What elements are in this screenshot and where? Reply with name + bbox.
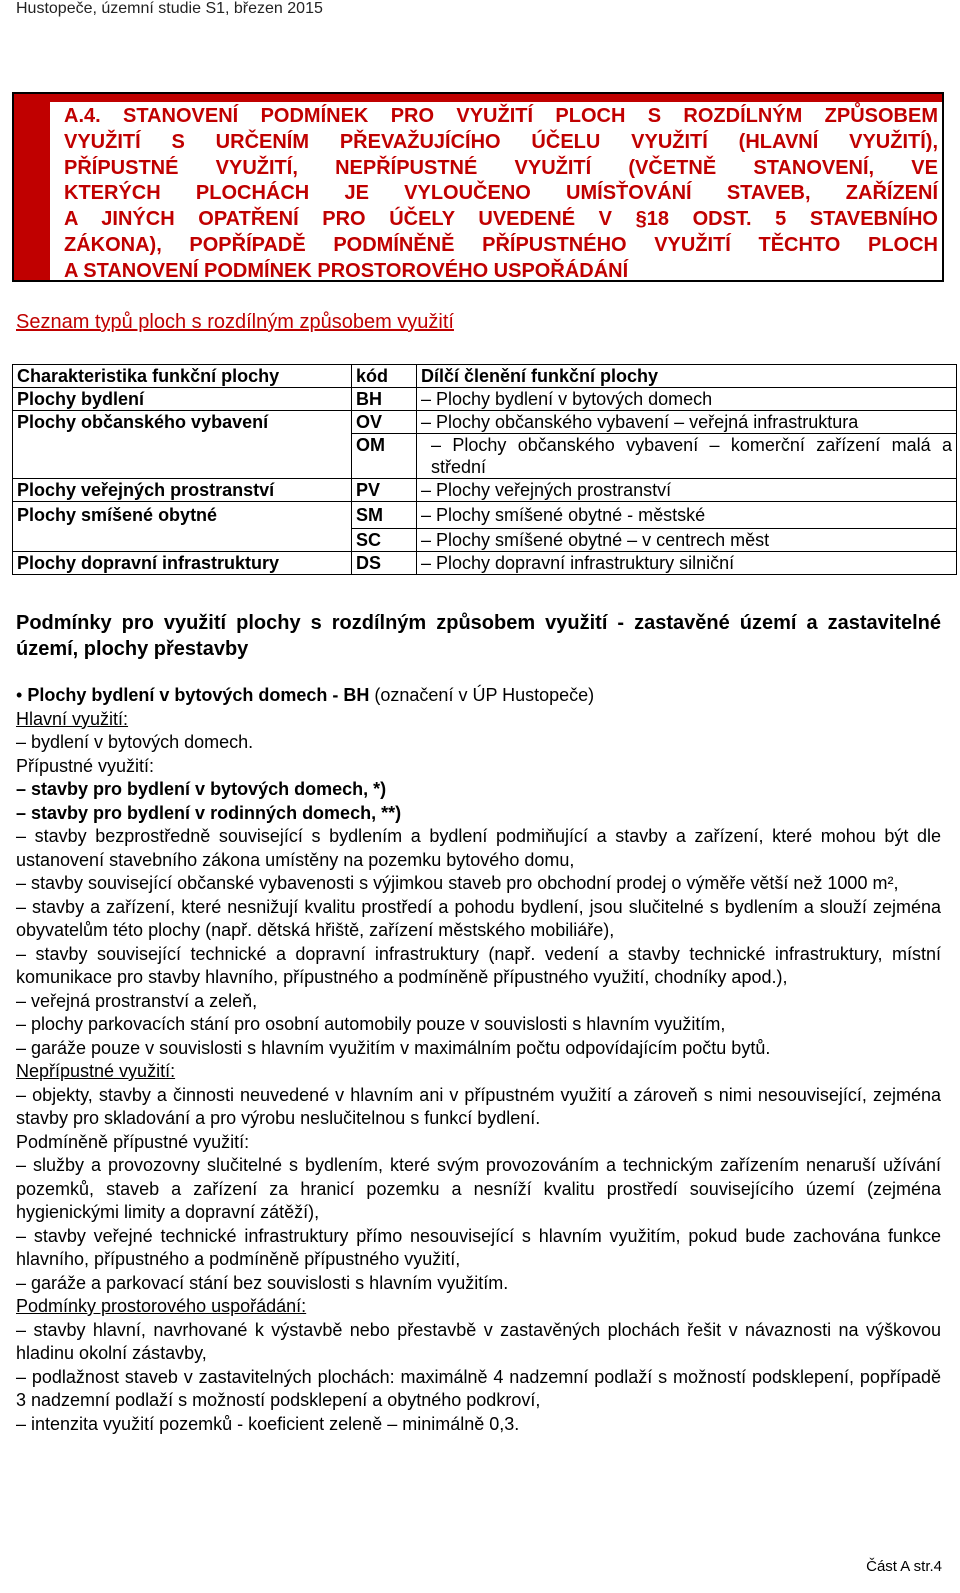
spatial-condition-item: – intenzita využití pozemků - koeficient zeleně – minimálně 0,3. — [16, 1413, 520, 1434]
table-cell: – Plochy smíšené obytné – v centrech měst — [417, 529, 957, 552]
bullet-icon: • — [16, 685, 28, 705]
table-header-cell: Dílčí členění funkční plochy — [417, 365, 957, 388]
table-cell: DS — [352, 552, 417, 575]
bh-title: Plochy bydlení v bytových domech - BH — [27, 685, 370, 705]
allowed-use-item: – garáže pouze v souvislosti s hlavním využitím v maximálním počtu odpovídajícím počtu bytů. — [16, 1037, 771, 1058]
table-cell — [13, 434, 352, 479]
table-cell: Plochy bydlení — [13, 388, 352, 411]
table-cell: Plochy občanského vybavení — [13, 411, 352, 434]
spatial-conditions-label: Podmínky prostorového uspořádání: — [16, 1296, 307, 1316]
section-heading: Podmínky pro využití plochy s rozdílným způsobem využití - zastavěné území a zastavitelné území, plochy přestavby — [16, 612, 941, 660]
title-line: VYUŽITÍ S URČENÍM PŘEVAŽUJÍCÍHO ÚČELU VYUŽITÍ (HLAVNÍ VYUŽITÍ), — [64, 130, 938, 153]
table-row — [13, 434, 957, 479]
bh-title-note: (označení v ÚP Hustopeče) — [369, 685, 595, 705]
table-cell: – Plochy dopravní infrastruktury silniční — [417, 552, 957, 575]
table-row — [13, 552, 957, 575]
table-cell: – Plochy smíšené obytné - městské — [417, 502, 957, 529]
title-line: PŘÍPUSTNÉ VYUŽITÍ, NEPŘÍPUSTNÉ VYUŽITÍ (VČETNĚ STANOVENÍ, VE — [64, 156, 938, 179]
plot-types-table — [12, 364, 957, 575]
table-header-row — [13, 365, 957, 388]
table-row — [13, 479, 957, 502]
table-cell — [13, 529, 352, 552]
table-cell: Plochy veřejných prostranství — [13, 479, 352, 502]
title-line: A JINÝCH OPATŘENÍ PRO ÚČELY UVEDENÉ V §18 ODST. 5 STAVEBNÍHO — [64, 208, 938, 231]
document-header: Hustopeče, územní studie S1, březen 2015 — [16, 0, 323, 17]
title-line: ZÁKONA), POPŘÍPADĚ PODMÍNĚNĚ PŘÍPUSTNÉHO VYUŽITÍ TĚCHTO PLOCH — [64, 233, 938, 256]
title-line: A STANOVENÍ PODMÍNEK PROSTOROVÉHO USPOŘÁDÁNÍ — [64, 259, 629, 282]
table-cell: OM — [352, 434, 417, 479]
allowed-use-item: – plochy parkovacích stání pro osobní automobily pouze v souvislosti s hlavním využitím, — [16, 1014, 726, 1034]
forbidden-use-item: – objekty, stavby a činnosti neuvedené v hlavním ani v přípustném využití a zároveň s nimi nesouvisející, zejména stavby pro skladování a pro výrobu neslučitelnou s funkcí bydlení. — [16, 1084, 941, 1128]
bh-conditions — [16, 684, 941, 1436]
subtitle: Seznam typů ploch s rozdílným způsobem využití — [16, 311, 454, 333]
allowed-use-item: – stavby související technické a dopravní infrastruktury (např. vedení a stavby technické infrastruktury, místní komunikace pro stavby hlavního, přípustného a podmíněně přípustného využití, chodníky apod.), — [16, 943, 941, 987]
forbidden-use-label: Nepřípustné využití: — [16, 1061, 176, 1081]
table-cell: SC — [352, 529, 417, 552]
conditional-use-label: Podmíněně přípustné využití: — [16, 1131, 250, 1152]
allowed-use-item-bold: – stavby pro bydlení v bytových domech, *) — [16, 779, 387, 799]
table-cell: SM — [352, 502, 417, 529]
table-row — [13, 502, 957, 529]
table-header-cell: Charakteristika funkční plochy — [13, 365, 352, 388]
allowed-use-item: – veřejná prostranství a zeleň, — [16, 990, 258, 1011]
table-row — [13, 388, 957, 411]
main-use-label: Hlavní využití: — [16, 708, 129, 729]
table-cell: – Plochy bydlení v bytových domech — [417, 388, 957, 411]
table-cell: OV — [352, 411, 417, 434]
conditional-use-item: – služby a provozovny slučitelné s bydlením, které svým provozováním a technickým zařízením nenaruší užívání pozemků, staveb a zařízení za hranicí pozemku a nesníží kvalitu prostředí souvisejícího území (zejména hygienickými limity a dopravní zátěží), — [16, 1155, 941, 1222]
table-cell: – Plochy veřejných prostranství — [417, 479, 957, 502]
allowed-use-item-bold: – stavby pro bydlení v rodinných domech, **) — [16, 802, 402, 823]
allowed-use-item: – stavby a zařízení, které nesnižují kvalitu prostředí a pohodu bydlení, jsou slučitelné s bydlením a slouží zejména obyvatelům této plochy (např. dětská hřiště, zařízení městského mobiliáře), — [16, 896, 941, 940]
table-cell: PV — [352, 479, 417, 502]
main-use-item: – bydlení v bytových domech. — [16, 732, 254, 752]
chapter-title-box — [12, 92, 944, 282]
table-row — [13, 411, 957, 434]
conditional-use-item: – stavby veřejné technické infrastruktury přímo nesouvisející s hlavním využitím, pokud bude zachována funkce hlavního, přípustného a podmíněně přípustného využití, — [16, 1225, 941, 1269]
allowed-use-label: Přípustné využití: — [16, 755, 155, 776]
table-cell: – Plochy občanského vybavení – veřejná infrastruktura — [417, 411, 957, 434]
title-line: KTERÝCH PLOCHÁCH JE VYLOUČENO UMÍSŤOVÁNÍ STAVEB, ZAŘÍZENÍ — [64, 182, 938, 205]
table-cell: Plochy dopravní infrastruktury — [13, 552, 352, 575]
allowed-use-item: – stavby související občanské vybavenosti s výjimkou staveb pro obchodní prodej o výměře větší než 1000 m², — [16, 873, 899, 893]
table-row — [13, 529, 957, 552]
table-cell: Plochy smíšené obytné — [13, 502, 352, 529]
table-header-cell: kód — [352, 365, 417, 388]
page-footer: Část A str.4 — [866, 1558, 942, 1575]
allowed-use-item: – stavby bezprostředně související s bydlením a bydlení podmiňující a stavby a zařízení, které mohou být dle ustanovení stavebního zákona umístěny na pozemku bytového domu, — [16, 826, 941, 870]
table-cell: BH — [352, 388, 417, 411]
spatial-condition-item: – podlažnost staveb v zastavitelných plochách: maximálně 4 nadzemní podlaží s možností podsklepení, popřípadě 3 nadzemní podlaží s možností podsklepení a obytného podkroví, — [16, 1366, 941, 1410]
conditional-use-item: – garáže a parkovací stání bez souvislosti s hlavním využitím. — [16, 1272, 509, 1293]
table-cell: – Plochy občanského vybavení – komerční zařízení malá a střední — [417, 434, 957, 479]
spatial-condition-item: – stavby hlavní, navrhované k výstavbě nebo přestavbě v zastavěných plochách řešit v návaznosti na výškovou hladinu okolní zástavby, — [16, 1319, 941, 1363]
bh-bullet — [16, 684, 941, 708]
title-line: A.4. STANOVENÍ PODMÍNEK PRO VYUŽITÍ PLOCH S ROZDÍLNÝM ZPŮSOBEM — [64, 105, 938, 127]
